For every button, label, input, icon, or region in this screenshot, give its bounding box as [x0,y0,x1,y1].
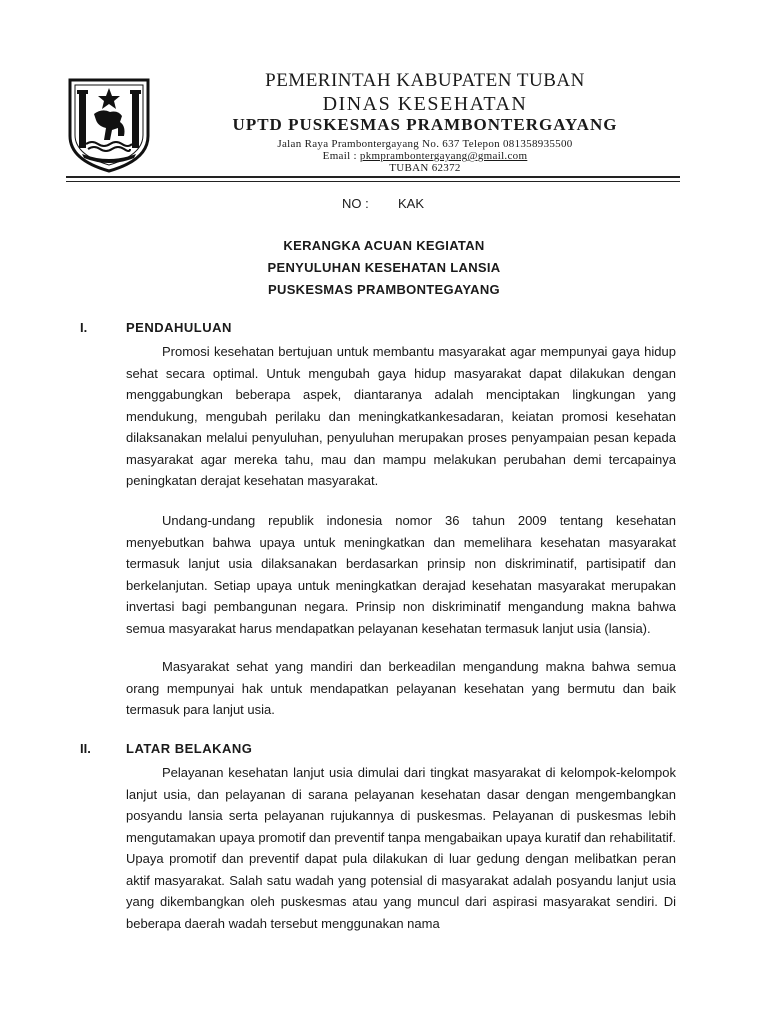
unit-name: UPTD PUSKESMAS PRAMBONTERGAYANG [232,115,618,134]
document-number-value: KAK [398,196,425,211]
document-number [342,196,424,211]
address-line: Jalan Raya Prambontergayang No. 637 Telepon 081358935500 [277,138,573,150]
kabupaten-tuban-emblem-icon [64,74,154,174]
section-title: PENDAHULUAN [126,320,232,335]
document-title-line-1: KERANGKA ACUAN KEGIATAN [283,238,485,253]
email-label: Email : [322,150,357,162]
document-title-line-3: PUSKESMAS PRAMBONTEGAYANG [268,282,500,297]
government-name: PEMERINTAH KABUPATEN TUBAN [265,70,585,91]
paragraph: Masyarakat sehat yang mandiri dan berkeadilan mengandung makna bahwa semua orang mempunyai hak untuk mendapatkan pelayanan kesehatan yang bermutu dan baik termasuk para lanjut usia. [126,659,676,717]
city-line: TUBAN 62372 [389,162,461,174]
document-number-label: NO : [342,196,369,211]
paragraph: Pelayanan kesehatan lanjut usia dimulai dari tingkat masyarakat di kelompok-kelompok lanjut usia, dan pelayanan di sarana pelayanan kesehatan dasar dengan mengembangkan posyandu lansia serta pelayanan rujukannya di puskesmas. Pelayanan di puskesmas lebih mengutamakan upaya promotif dan preventif tanpa mengabaikan upaya kuratif dan rehabilitatif. Upaya promotif dan preventif dapat pula dilakukan di luar gedung dengan melibatkan peran aktif masyarakat. Salah satu wadah yang potensial di masyarakat adalah posyandu lanjut usia yang dikembangkan oleh puskesmas atau yang muncul dari aspirasi masyarakat sendiri. Di beberapa daerah wadah tersebut menggunakan nama [126,765,676,931]
section-number: I. [80,320,88,335]
document-title-line-2: PENYULUHAN KESEHATAN LANSIA [267,260,501,275]
letterhead-divider-thin [66,181,680,182]
paragraph: Promosi kesehatan bertujuan untuk membantu masyarakat agar mempunyai gaya hidup sehat secara optimal. Untuk mengubah gaya hidup masyarakat dapat dilakukan dengan menggabungkan beberapa aspek, diantaranya adalah menciptakan lingkungan yang mendukung, mengubah perilaku dan meningkatkankesadaran, keiatan promosi kesehatan dilaksanakan melalui penyuluhan, penyuluhan merupakan proses penyampaian pesan kepada masyarakat agar mereka tahu, mau dan mampu melakukan perubahan demi tercapainya peningkatan derajat kesehatan masyarakat. [126,344,676,488]
section-number: II. [80,741,91,756]
section-title: LATAR BELAKANG [126,741,253,756]
email-line [165,150,685,162]
email-link[interactable]: pkmprambontergayang@gmail.com [359,150,528,162]
paragraph: Undang-undang republik indonesia nomor 36 tahun 2009 tentang kesehatan menyebutkan bahwa upaya untuk meningkatkan dan memelihara kesehatan masyarakat termasuk lanjut usia dilaksanakan berdasarkan prinsip non diskriminatif, partisipatif dan berkelanjutan. Setiap upaya untuk meningkatkan derajad kesehatan masyarakat merupakan invertasi bagi pembangunan negara. Prinsip non diskriminatif mengandung makna bahwa semua masyarakat harus mendapatkan pelayanan kesehatan termasuk lanjut usia (lansia). [126,513,676,636]
letterhead-divider-thick [66,176,680,178]
department-name: DINAS KESEHATAN [322,93,528,115]
